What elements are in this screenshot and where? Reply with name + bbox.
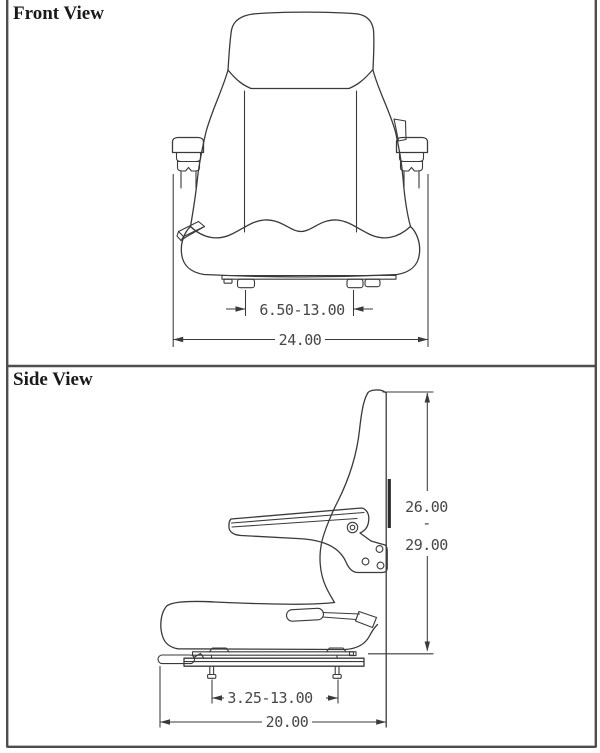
mount-stud [333, 675, 341, 679]
slide-handle [158, 655, 195, 664]
side-dim-mount-spacing [212, 680, 338, 708]
front-dim-mount-spacing-label: 6.50-13.00 [259, 301, 345, 319]
side-adjust-lever [286, 608, 376, 627]
side-view-title: Side View [13, 369, 93, 390]
front-view-panel [13, 3, 428, 349]
front-dim-mount-spacing [226, 290, 373, 319]
front-dim-overall-width [173, 174, 428, 349]
side-dim-overall-depth-label: 20.00 [265, 713, 309, 731]
side-dim-height-sep: - [422, 514, 431, 532]
front-seat-cushion [181, 220, 419, 277]
front-left-foot [238, 279, 255, 288]
side-seat-cushion [161, 601, 378, 649]
side-dim-height-min-label: 26.00 [405, 498, 448, 516]
panel-borders [7, 0, 596, 748]
side-armrest [229, 508, 387, 573]
side-dim-mount-spacing-label: 3.25-13.00 [227, 689, 313, 707]
bracket-hole [362, 558, 369, 565]
recline-link [356, 612, 377, 628]
side-view-panel [13, 369, 448, 731]
side-dim-height-range [368, 392, 448, 654]
front-right-foot [347, 279, 363, 288]
mount-stud [208, 675, 216, 679]
bracket-hole [377, 562, 384, 569]
side-dim-height-max-label: 29.00 [405, 536, 448, 554]
side-seat-backrest [320, 390, 389, 727]
armrest-pivot-bolt [347, 522, 357, 532]
front-view-title: Front View [13, 3, 104, 24]
bracket-hole [376, 546, 383, 553]
front-seat-backrest [191, 12, 411, 232]
side-suspension-base [158, 648, 364, 678]
front-left-armrest [173, 138, 204, 189]
front-dim-overall-width-label: 24.00 [278, 331, 322, 349]
